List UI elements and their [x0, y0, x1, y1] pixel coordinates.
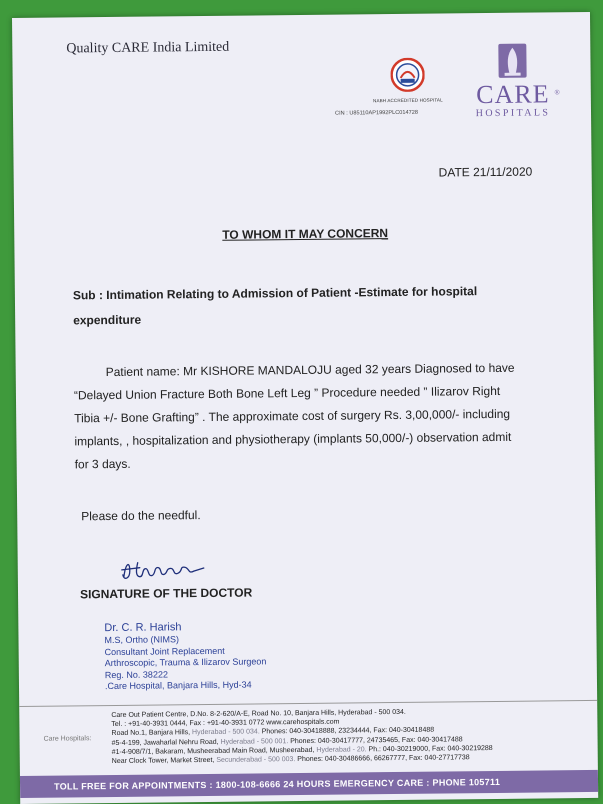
doctor-hospital: .Care Hospital, Banjara Hills, Hyd-34 [104, 679, 252, 692]
body-line: “Delayed Union Fracture Both Bone Left Leg ” Procedure needed ” Ilizarov Right [73, 383, 501, 403]
letter-body [74, 356, 555, 476]
doctor-qualification: M.S, Ortho (NIMS) [104, 634, 180, 646]
address-city: Secunderabad - 500 003. [216, 756, 296, 764]
address-city: Hyderabad - 500 034. [192, 728, 260, 737]
body-line: Tibia +/- Bone Grafting” . The approximate cost of surgery Rs. 3,00,000/- including [74, 406, 511, 426]
cin-number: CIN : U85110AP1992PLC014728 [334, 109, 418, 117]
tollfree-banner: TOLL FREE FOR APPOINTMENTS : 1800-108-6666 24 HOURS EMERGENCY CARE : PHONE 105711 [20, 770, 598, 798]
letter-subject [73, 279, 504, 334]
address-text: #1-4-908/7/1, Bakaram, Musheerabad Main Road, Musheerabad, [111, 746, 317, 756]
address-text: Near Clock Tower, Market Street, [111, 756, 217, 766]
letter-page [12, 12, 598, 804]
address-city: Hyderabad - 500 001. [220, 737, 289, 746]
body-line: implants, , hospitalization and physiotherapy (implants 50,000/-) observation admit [74, 429, 512, 449]
nabh-caption: NABH ACCREDITED HOSPITAL [373, 97, 443, 104]
footer-addresses [111, 707, 493, 766]
body-line: for 3 days. [74, 456, 131, 472]
doctor-reg-number: Reg. No. 38222 [104, 668, 168, 680]
footer-divider [19, 700, 597, 707]
handwritten-signature [118, 556, 208, 583]
letter-date: DATE 21/11/2020 [438, 164, 533, 180]
subject-line: expenditure [73, 312, 142, 328]
signature-label: SIGNATURE OF THE DOCTOR [79, 585, 253, 602]
address-phones: Ph.: 040-30219000, Fax: 040-30219288 [366, 744, 493, 754]
doctor-stamp [104, 619, 266, 692]
care-emblem-icon [497, 43, 527, 79]
address-phones: Phones: 040-30418888, 23234444, Fax: 040-30418488 [259, 727, 435, 736]
address-city: Hyderabad - 20. [316, 746, 367, 754]
company-name: Quality CARE India Limited [66, 39, 230, 57]
nabh-logo-icon [390, 58, 424, 92]
footer-line: Care Out Patient Centre, D.No. 8-2-620/A-E, Road No. 10, Banjara Hills, Hyderabad - 500 034. [111, 708, 406, 719]
closing-line: Please do the needful. [81, 508, 201, 524]
address-phones: Phones: 040-30417777, 24735465, Fax: 040-30417488 [288, 735, 463, 745]
address-text: #5-4-199, Jawaharlal Nehru Road, [111, 738, 221, 747]
body-line: Patient name: Mr KISHORE MANDALOJU aged 32 years Diagnosed to have [105, 360, 515, 380]
subject-line: Sub : Intimation Relating to Admission of Patient -Estimate for hospital [72, 284, 478, 303]
care-subtitle: HOSPITALS [475, 107, 551, 120]
care-wordmark [461, 81, 565, 108]
doctor-name: Dr. C. R. Harish [104, 621, 182, 635]
care-word: CARE [476, 79, 550, 110]
registered-mark: ® [554, 88, 561, 97]
care-hospitals-logo [460, 42, 565, 119]
address-text: Road No.1, Banjara Hills, [111, 729, 193, 738]
doctor-role: Consultant Joint Replacement [104, 645, 225, 657]
footer-line: Tel. : +91-40-3931 0444, Fax : +91-40-3931 0772 www.carehospitals.com [111, 718, 340, 729]
nabh-badge [352, 57, 462, 103]
footer-label: Care Hospitals: [43, 735, 92, 743]
letter-title: TO WHOM IT MAY CONCERN [222, 226, 389, 242]
address-phones: Phones: 040-30486666, 66267777, Fax: 040-27717738 [295, 754, 470, 764]
doctor-role: Arthroscopic, Trauma & Ilizarov Surgeon [104, 656, 267, 669]
